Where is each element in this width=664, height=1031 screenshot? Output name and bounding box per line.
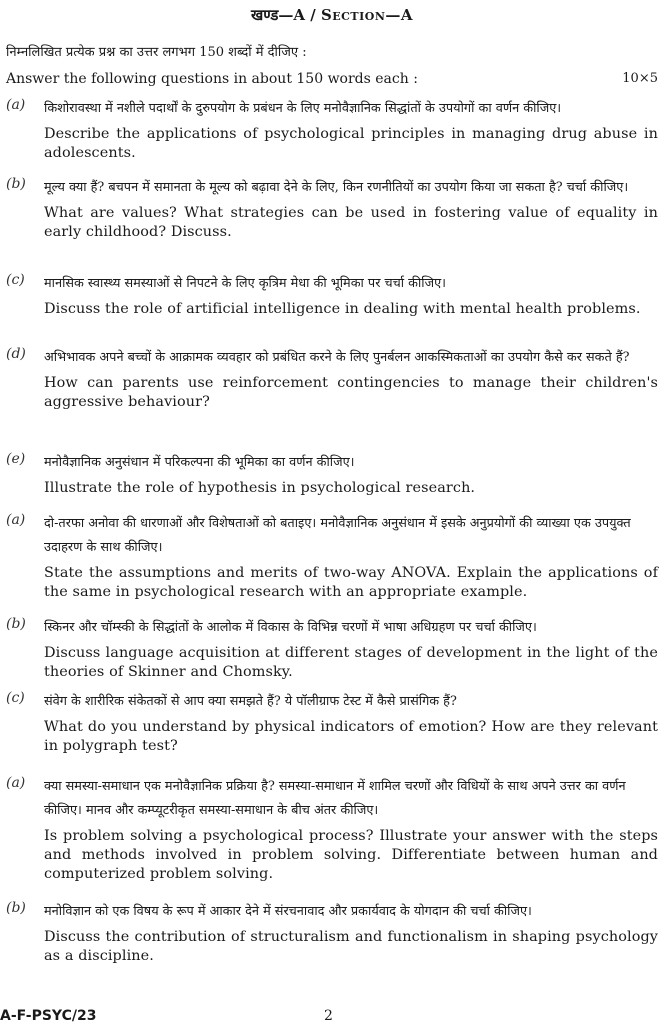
question-text-english: Discuss the role of artificial intelligence in dealing with mental health problems. [44, 301, 641, 317]
question-text-english: Is problem solving a psychological process? Illustrate your answer with the steps and methods involved in problem solving. Differentiate between human and computerized problem solving. [44, 828, 658, 882]
instructions-english: Answer the following questions in about 150 words each : [6, 71, 418, 87]
question-label: (c) [6, 272, 25, 288]
question-item [6, 176, 658, 242]
question-item [6, 97, 658, 163]
question-item [6, 512, 658, 602]
section-heading [0, 5, 664, 25]
question-label: (b) [6, 616, 26, 632]
question-label: (b) [6, 176, 26, 192]
question-text-english: Illustrate the role of hypothesis in psychological research. [44, 480, 476, 496]
question-text-english: What do you understand by physical indicators of emotion? How are they relevant in polygraph test? [44, 719, 658, 754]
question-label: (a) [6, 97, 26, 113]
question-label: (c) [6, 690, 25, 706]
question-text-hindi: अभिभावक अपने बच्चों के आक्रामक व्यवहार को प्रबंधित करने के लिए पुनर्बलन आकस्मिकताओं का उपयोग कैसे कर सकते हैं? [44, 350, 630, 365]
question-text-hindi: मनोवैज्ञानिक अनुसंधान में परिकल्पना की भूमिका का वर्णन कीजिए। [44, 455, 355, 470]
question-item [6, 451, 658, 498]
section-heading-separator: / [305, 6, 321, 24]
question-text-english: State the assumptions and merits of two-way ANOVA. Explain the applications of the same in psychological research with an appropriate example. [44, 565, 658, 600]
question-item [6, 775, 658, 884]
question-item [6, 346, 658, 412]
question-item [6, 272, 658, 319]
section-heading-hindi: खण्ड—A [250, 6, 306, 24]
question-text-hindi: मानसिक स्वास्थ्य समस्याओं से निपटने के लिए कृत्रिम मेधा की भूमिका पर चर्चा कीजिए। [44, 276, 447, 291]
question-label: (a) [6, 775, 26, 791]
question-text-english: Discuss language acquisition at different stages of development in the light of the theories of Skinner and Chomsky. [44, 645, 658, 680]
instructions-hindi: निम्नलिखित प्रत्येक प्रश्न का उत्तर लगभग 150 शब्दों में दीजिए : [6, 45, 307, 60]
question-text-english: What are values? What strategies can be used in fostering value of equality in early childhood? Discuss. [44, 205, 658, 240]
question-label: (d) [6, 346, 26, 362]
question-label: (a) [6, 512, 26, 528]
question-text-hindi: मूल्य क्या हैं? बचपन में समानता के मूल्य को बढ़ावा देने के लिए, किन रणनीतियों का उपयोग किया जा सकता है? चर्चा कीजिए। [44, 180, 629, 195]
question-item [6, 690, 658, 756]
question-label: (b) [6, 900, 26, 916]
question-text-hindi: किशोरावस्था में नशीले पदार्थों के दुरुपयोग के प्रबंधन के लिए मनोवैज्ञानिक सिद्धांतों के उपयोगों का वर्णन कीजिए। [44, 101, 562, 116]
question-text-hindi: क्या समस्या-समाधान एक मनोवैज्ञानिक प्रक्रिया है? समस्या-समाधान में शामिल चरणों और विधियों के साथ अपने उत्तर का वर्णन कीजिए। मानव और कम्प्यूटरीकृत समस्या-समाधान के बीच अंतर कीजिए। [44, 779, 626, 818]
question-text-english: Discuss the contribution of structuralism and functionalism in shaping psychology as a discipline. [44, 929, 658, 964]
page-number: 2 [324, 1008, 333, 1024]
question-text-english: Describe the applications of psychological principles in managing drug abuse in adolescents. [44, 126, 658, 161]
paper-code: A-F-PSYC/23 [0, 1008, 97, 1024]
question-text-english: How can parents use reinforcement contingencies to manage their children's aggressive behaviour? [44, 375, 658, 410]
section-heading-english: Section—A [320, 6, 414, 24]
question-item [6, 616, 658, 682]
question-label: (e) [6, 451, 26, 467]
instructions-english-row [6, 71, 658, 87]
question-text-hindi: संवेग के शारीरिक संकेतकों से आप क्या समझते हैं? ये पॉलीग्राफ टेस्ट में कैसे प्रासंगिक हैं? [44, 694, 457, 709]
question-text-hindi: स्किनर और चॉम्स्की के सिद्धांतों के आलोक में विकास के विभिन्न चरणों में भाषा अधिग्रहण पर चर्चा कीजिए। [44, 620, 537, 635]
question-text-hindi: मनोविज्ञान को एक विषय के रूप में आकार देने में संरचनावाद और प्रकार्यवाद के योगदान की चर्चा कीजिए। [44, 904, 532, 919]
marks-allocation: 10×5 [622, 71, 658, 86]
question-item [6, 900, 658, 966]
question-text-hindi: दो-तरफा अनोवा की धारणाओं और विशेषताओं को बताइए। मनोवैज्ञानिक अनुसंधान में इसके अनुप्रयोगों की व्याख्या एक उपयुक्त उदाहरण के साथ कीजिए। [44, 516, 631, 555]
